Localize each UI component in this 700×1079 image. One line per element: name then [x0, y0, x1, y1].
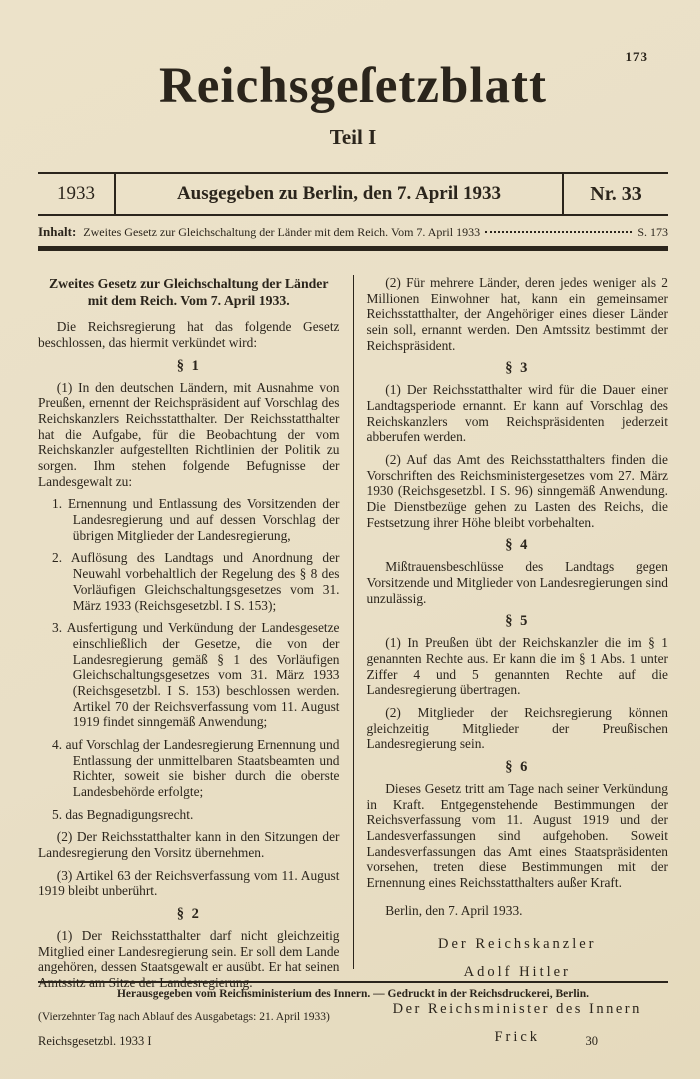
list-item: 5. das Begnadigungsrecht.: [52, 806, 194, 822]
dateline: Berlin, den 7. April 1933.: [385, 902, 523, 918]
issue-place-date: Ausgegeben zu Berlin, den 7. April 1933: [114, 174, 564, 214]
volume-label: Reichsgesetzbl. 1933 I: [38, 1034, 152, 1048]
section-3-paragraph-2: (2) Auf das Amt des Reichsstatthalters finden die Vorschriften des Reichsministergesetzes vom 27. März 1930 (Reichsgesetzbl. I S. 96) sinngemäß Anwendung. Die Dienstbezüge gehen zu Lasten des Reichs, die Festsetzung ihrer Höhe bleibt vorbehalten.: [366, 452, 668, 530]
right-column: [353, 275, 669, 1046]
signature-name-chancellor: Adolf Hitler: [463, 964, 571, 981]
section-2-label: § 2: [176, 905, 201, 922]
contents-label: Inhalt:: [38, 224, 77, 239]
list-item: 1. Ernennung und Entlassung des Vorsitzenden der Landesregierung und auf dessen Vorschlag der übrigen Mitglieder der Landesregierung,: [52, 496, 340, 543]
section-6-label: § 6: [505, 758, 530, 775]
left-column: [38, 275, 353, 990]
section-1-paragraph-1: (1) In den deutschen Ländern, mit Ausnahme von Preußen, ernennt der Reichspräsident auf Vorschlag des Reichskanzlers Reichsstatthalter. Der Reichsstatthalter hat die Aufgabe, für die Beobachtung der vom Reichskanzler aufgestellten Richtlinien der Politik zu sorgen. Ihm stehen folgende Befugnisse der Landesgewalt zu:: [38, 379, 340, 489]
section-4-label: § 4: [505, 537, 530, 554]
section-3-label: § 3: [505, 360, 530, 377]
thick-divider-rule: [38, 246, 668, 251]
section-5-label: § 5: [505, 613, 530, 630]
section-2-paragraph-2: (2) Für mehrere Länder, deren jedes weniger als 2 Millionen Einwohner hat, kann ein gemeinsamer Reichsstatthalter, der Angehöriger eines dieser Länder sein soll, ernannt werden. Den Amtssitz bestimmt der Reichspräsident.: [366, 275, 668, 353]
section-1-label: § 1: [176, 357, 201, 374]
powers-list: [52, 496, 340, 822]
section-5-paragraph-2: (2) Mitglieder der Reichsregierung können gleichzeitig Mitglieder der Preußischen Landesregierung sein.: [366, 704, 668, 752]
section-1-paragraph-3: (3) Artikel 63 der Reichsverfassung vom 11. August 1919 bleibt unberührt.: [38, 867, 340, 899]
signature-name-interior-minister: Frick: [494, 1029, 541, 1046]
effective-date-note: (Vierzehnter Tag nach Ablauf des Ausgabetags: 21. April 1933): [38, 1011, 330, 1023]
contents-line: [38, 216, 668, 246]
section-3-paragraph-1: (1) Der Reichsstatthalter wird für die Dauer einer Landtagsperiode ernannt. Er kann auf Vorschlag des Reichskanzlers vom Reichspräsidenten jederzeit abberufen werden.: [366, 382, 668, 445]
section-1-paragraph-2: (2) Der Reichsstatthalter kann in den Sitzungen der Landesregierung den Vorsitz übernehmen.: [38, 829, 340, 860]
law-intro: Die Reichsregierung hat das folgende Gesetz beschlossen, das hiermit verkündet wird:: [38, 319, 340, 351]
signature-role-chancellor: Der Reichskanzler: [438, 936, 597, 953]
contents-entry: Zweites Gesetz zur Gleichschaltung der Länder mit dem Reich. Vom 7. April 1933: [83, 225, 481, 239]
list-item: 4. auf Vorschlag der Landesregierung Ernennung und Entlassung der unmittelbaren Staatsbeamten und Richter, soweit sie bisher durch die oberste Landesbehörde erfolgte;: [52, 736, 340, 799]
list-item: 3. Ausfertigung und Verkündung der Landesgesetze einschließlich der Gesetze, die von der Landesregierung gemäß § 1 des Vorläufigen Gleichschaltungsgesetzes vom 31. März 1933 (Reichsgesetzbl. I S. 153) beschlossen werden. Artikel 70 der Reichsverfassung vom 11. August 1919 findet sinngemäß Anwendung;: [52, 620, 340, 730]
issue-year: 1933: [57, 183, 95, 204]
footer-line: [38, 1034, 668, 1049]
issue-number: Nr. 33: [590, 182, 642, 205]
issue-bar: [38, 172, 668, 216]
masthead-part: Teil I: [329, 125, 377, 149]
sheet-number: 30: [585, 1034, 598, 1048]
contents-page-ref: S. 173: [637, 225, 668, 239]
dotted-leader: [485, 231, 632, 233]
section-2-paragraph-1: (1) Der Reichsstatthalter darf nicht gleichzeitig Mitglied einer Landesregierung sein. Er soll dem Lande angehören, dessen Staatsgewalt er ausübt. Er hat seinen Amtssitz am Sitze der Landesregierung.: [38, 927, 340, 990]
section-5-paragraph-1: (1) In Preußen übt der Reichskanzler die im § 1 genannten Rechte aus. Er kann die im § 1 Abs. 1 unter Ziffer 4 und 5 genannten Rechte auf die Landesregierung übertragen.: [366, 635, 668, 698]
section-4-paragraph: Mißtrauensbeschlüsse des Landtags gegen Vorsitzende und Mitglieder von Landesregierungen sind unzulässig.: [366, 559, 668, 606]
masthead-title: Reichsgeſetzblatt: [158, 58, 548, 114]
section-6-paragraph: Dieses Gesetz tritt am Tage nach seiner Verkündung in Kraft. Entgegenstehende Bestimmungen der Reichsverfassung vom 11. August 1919 und der Landesverfassungen sind aufgehoben. Soweit Landesverfassungen das Amt eines Staatspräsidenten vorsehen, treten diese Bestimmungen mit der Ernennung eines Reichsstatthalters außer Kraft.: [366, 780, 668, 890]
law-title: Zweites Gesetz zur Gleichschaltung der Länder mit dem Reich. Vom 7. April 1933.: [48, 276, 329, 309]
page-number: 173: [625, 49, 648, 64]
list-item: 2. Auflösung des Landtags und Anordnung der Neuwahl vorbehaltlich der Regelung des § 8 des Vorläufigen Gleichschaltungsgesetzes vom 31. März 1933 (Reichsgesetzbl. I S. 153);: [52, 550, 340, 613]
signature-role-interior-minister: Der Reichsminister des Innern: [392, 1001, 642, 1018]
imprint-line: Herausgegeben vom Reichsministerium des Innern. — Gedruckt in der Reichsdruckerei, Berlin.: [38, 981, 668, 1002]
